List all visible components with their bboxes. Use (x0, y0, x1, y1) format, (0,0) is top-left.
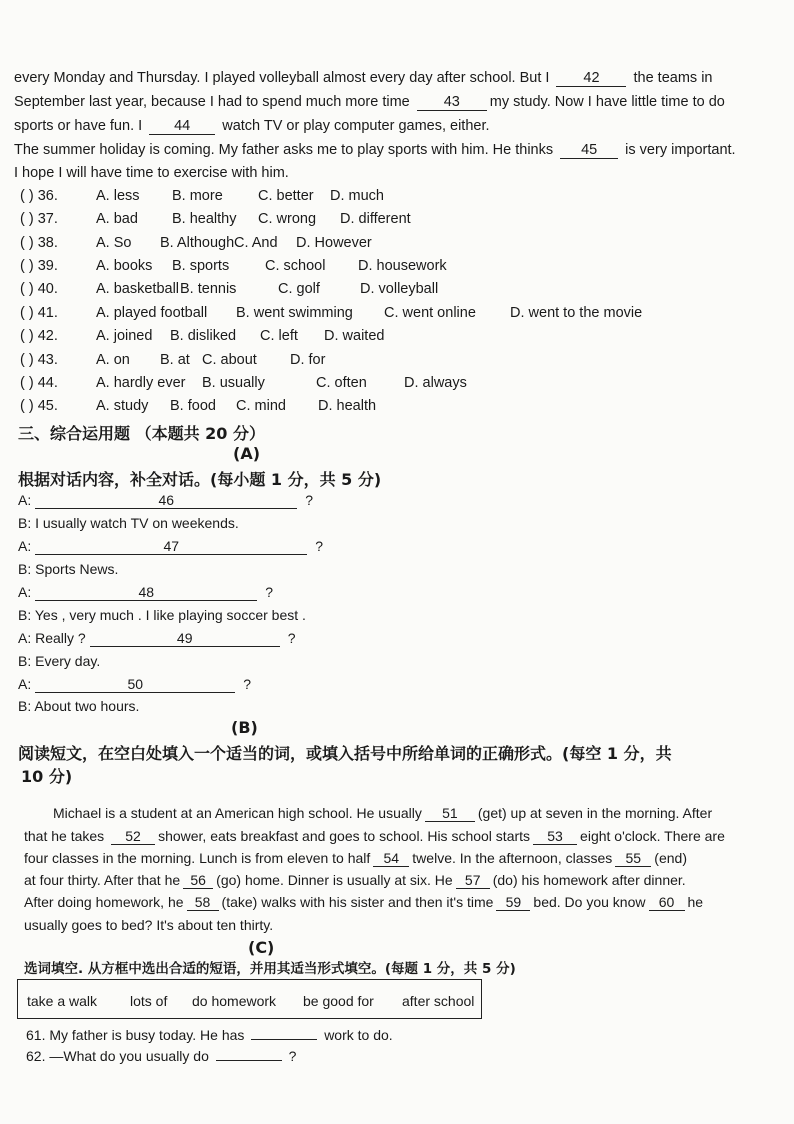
text: (do) his homework after dinner. (492, 872, 686, 888)
text: September last year, because I had to spend much more time (14, 94, 410, 110)
text: work to do. (324, 1027, 393, 1043)
speaker: A: (18, 584, 32, 600)
option-c[interactable]: C. wrong (258, 211, 317, 227)
text: After doing homework, he (24, 894, 184, 910)
question-number: ( ) 43. (20, 352, 58, 368)
text: 61. My father is busy today. He has (26, 1027, 245, 1043)
dialogue-line-b: B: Yes , very much . I like playing soccer best . (18, 607, 306, 623)
option-d[interactable]: D. went to the movie (510, 305, 643, 321)
option-a[interactable]: A. study (96, 398, 149, 414)
text: my study. Now I have little time to do (489, 94, 725, 110)
option-a[interactable]: A. joined (96, 328, 153, 344)
option-d[interactable]: D. However (296, 235, 372, 251)
dialogue-line-b: B: I usually watch TV on weekends. (18, 515, 239, 531)
blank-61[interactable] (251, 1039, 317, 1040)
blank-51[interactable]: 51 (425, 806, 475, 822)
option-c[interactable]: C. better (258, 188, 314, 204)
option-b[interactable]: B. food (170, 398, 216, 414)
option-b[interactable]: B. disliked (170, 328, 237, 344)
option-d[interactable]: D. always (404, 375, 467, 391)
part-b-instructions-2: 10 分) (21, 767, 73, 786)
dialogue-blank[interactable]: 49 (90, 631, 280, 647)
dialogue-line-a (18, 538, 323, 555)
text: ? (288, 1048, 297, 1064)
text: at four thirty. After that he (24, 872, 181, 888)
blank-62[interactable] (216, 1060, 282, 1061)
text: 62. —What do you usually do (26, 1048, 209, 1064)
question-number: ( ) 44. (20, 375, 58, 391)
text: Michael is a student at an American high school. He usually (53, 805, 422, 821)
part-a-label: (A) (233, 444, 261, 463)
word-option: be good for (303, 993, 374, 1009)
text: he (687, 894, 704, 910)
question-mark: ? (265, 584, 274, 600)
text: that he takes (24, 828, 105, 844)
question-mark: ? (315, 538, 324, 554)
option-d[interactable]: D. housework (358, 258, 447, 274)
text: is very important. (625, 142, 736, 158)
text: (get) up at seven in the morning. After (477, 805, 713, 821)
option-a[interactable]: A. So (96, 235, 132, 251)
option-c[interactable]: C. And (234, 235, 278, 251)
question-61 (26, 1027, 393, 1043)
question-number: ( ) 40. (20, 281, 58, 297)
passage-b-line-5 (24, 894, 703, 911)
dialogue-line-a (18, 630, 296, 647)
blank-53[interactable]: 53 (533, 829, 577, 845)
text: four classes in the morning. Lunch is from eleven to half (24, 850, 371, 866)
option-b[interactable]: B. Although (160, 235, 235, 251)
question-number: ( ) 37. (20, 211, 58, 227)
option-a[interactable]: A. on (96, 352, 130, 368)
option-a[interactable]: A. hardly ever (96, 375, 186, 391)
text: The summer holiday is coming. My father asks me to play sports with him. He thinks (14, 142, 554, 158)
option-b[interactable]: B. healthy (172, 211, 237, 227)
text: sports or have fun. I (14, 118, 143, 134)
option-c[interactable]: C. left (260, 328, 298, 344)
passage-line-3 (14, 118, 490, 135)
word-option: take a walk (27, 993, 98, 1009)
blank-56[interactable]: 56 (183, 873, 213, 889)
part-b-instructions-1: 阅读短文，在空白处填入一个适当的词，或填入括号中所给单词的正确形式。(每空 1 分，共 (18, 744, 672, 763)
question-number: ( ) 45. (20, 398, 58, 414)
dialogue-line-a (18, 584, 273, 601)
blank-45[interactable]: 45 (560, 143, 618, 159)
word-option: lots of (130, 993, 168, 1009)
blank-43[interactable]: 43 (417, 95, 487, 111)
option-b[interactable]: B. sports (172, 258, 230, 274)
blank-59[interactable]: 59 (496, 895, 530, 911)
word-option: do homework (192, 993, 277, 1009)
passage-b-line-6: usually goes to bed? It's about ten thirty. (24, 917, 274, 933)
text: the teams in (633, 70, 713, 86)
question-mark: ? (305, 492, 314, 508)
option-c[interactable]: C. often (316, 375, 367, 391)
passage-b-line-1 (53, 805, 712, 822)
passage-line-5: I hope I will have time to exercise with him. (14, 165, 289, 181)
text: eight o'clock. There are (580, 828, 725, 844)
dialogue-line-b: B: Every day. (18, 653, 101, 669)
option-c[interactable]: C. school (265, 258, 326, 274)
option-c[interactable]: C. mind (236, 398, 286, 414)
blank-57[interactable]: 57 (456, 873, 490, 889)
passage-b-line-4 (24, 872, 686, 889)
question-number: ( ) 41. (20, 305, 58, 321)
option-d[interactable]: D. much (330, 188, 384, 204)
question-number: ( ) 38. (20, 235, 58, 251)
dialogue-blank[interactable]: 47 (35, 539, 307, 555)
option-c[interactable]: C. about (202, 352, 257, 368)
blank-44[interactable]: 44 (149, 119, 215, 135)
word-option: after school (402, 993, 475, 1009)
dialogue-blank[interactable]: 46 (35, 493, 297, 509)
blank-55[interactable]: 55 (615, 851, 651, 867)
blank-52[interactable]: 52 (111, 829, 155, 845)
text: every Monday and Thursday. I played volleyball almost every day after school. But I (14, 70, 550, 86)
passage-b-line-3 (24, 850, 687, 867)
option-b[interactable]: B. at (160, 352, 190, 368)
part-b-label: (B) (231, 718, 258, 737)
speaker: A: (18, 492, 32, 508)
question-number: ( ) 42. (20, 328, 58, 344)
question-62 (26, 1048, 296, 1064)
dialogue-blank[interactable]: 50 (35, 677, 235, 693)
text: (end) (654, 850, 687, 866)
text: (take) walks with his sister and then it's time (221, 894, 494, 910)
speaker: A: (18, 538, 32, 554)
question-mark: ? (243, 676, 252, 692)
dialogue-line-a (18, 676, 251, 693)
option-d[interactable]: D. health (318, 398, 377, 414)
text: twelve. In the afternoon, classes (412, 850, 613, 866)
option-b[interactable]: B. went swimming (236, 305, 353, 321)
blank-54[interactable]: 54 (373, 851, 409, 867)
text: watch TV or play computer games, either. (222, 118, 490, 134)
option-d[interactable]: D. for (290, 352, 326, 368)
question-mark: ? (287, 630, 296, 646)
text: (go) home. Dinner is usually at six. He (216, 872, 453, 888)
section-title: 三、综合运用题 （本题共 20 分） (18, 424, 265, 443)
blank-60[interactable]: 60 (649, 895, 685, 911)
speaker: A: (18, 676, 32, 692)
option-c[interactable]: C. golf (278, 281, 320, 297)
blank-42[interactable]: 42 (556, 71, 626, 87)
option-b[interactable]: B. more (172, 188, 223, 204)
part-c-label: (C) (248, 938, 275, 957)
option-d[interactable]: D. different (340, 211, 411, 227)
option-a[interactable]: A. less (96, 188, 140, 204)
option-d[interactable]: D. waited (324, 328, 385, 344)
question-number: ( ) 36. (20, 188, 58, 204)
speaker: A: Really ? (18, 630, 86, 646)
option-b[interactable]: B. usually (202, 375, 265, 391)
option-d[interactable]: D. volleyball (360, 281, 439, 297)
dialogue-blank[interactable]: 48 (35, 585, 257, 601)
dialogue-line-a (18, 492, 313, 509)
text: shower, eats breakfast and goes to school. His school starts (158, 828, 531, 844)
passage-line-4 (14, 142, 736, 159)
option-a[interactable]: A. books (96, 258, 153, 274)
blank-58[interactable]: 58 (187, 895, 219, 911)
dialogue-line-b: B: About two hours. (18, 698, 140, 714)
option-c[interactable]: C. went online (384, 305, 476, 321)
option-a[interactable]: A. played football (96, 305, 208, 321)
passage-line-2 (14, 94, 725, 111)
option-b[interactable]: B. tennis (180, 281, 237, 297)
passage-b-line-2 (24, 828, 725, 845)
dialogue-line-b: B: Sports News. (18, 561, 119, 577)
question-number: ( ) 39. (20, 258, 58, 274)
text: bed. Do you know (533, 894, 646, 910)
part-c-instructions: 选词填空. 从方框中选出合适的短语，并用其适当形式填空。(每题 1 分，共 5 分) (24, 961, 516, 977)
part-a-instructions: 根据对话内容，补全对话。(每小题 1 分，共 5 分) (18, 470, 382, 489)
option-a[interactable]: A. basketball (96, 281, 180, 297)
word-box (17, 979, 482, 1019)
passage-line-1 (14, 70, 713, 87)
option-a[interactable]: A. bad (96, 211, 138, 227)
